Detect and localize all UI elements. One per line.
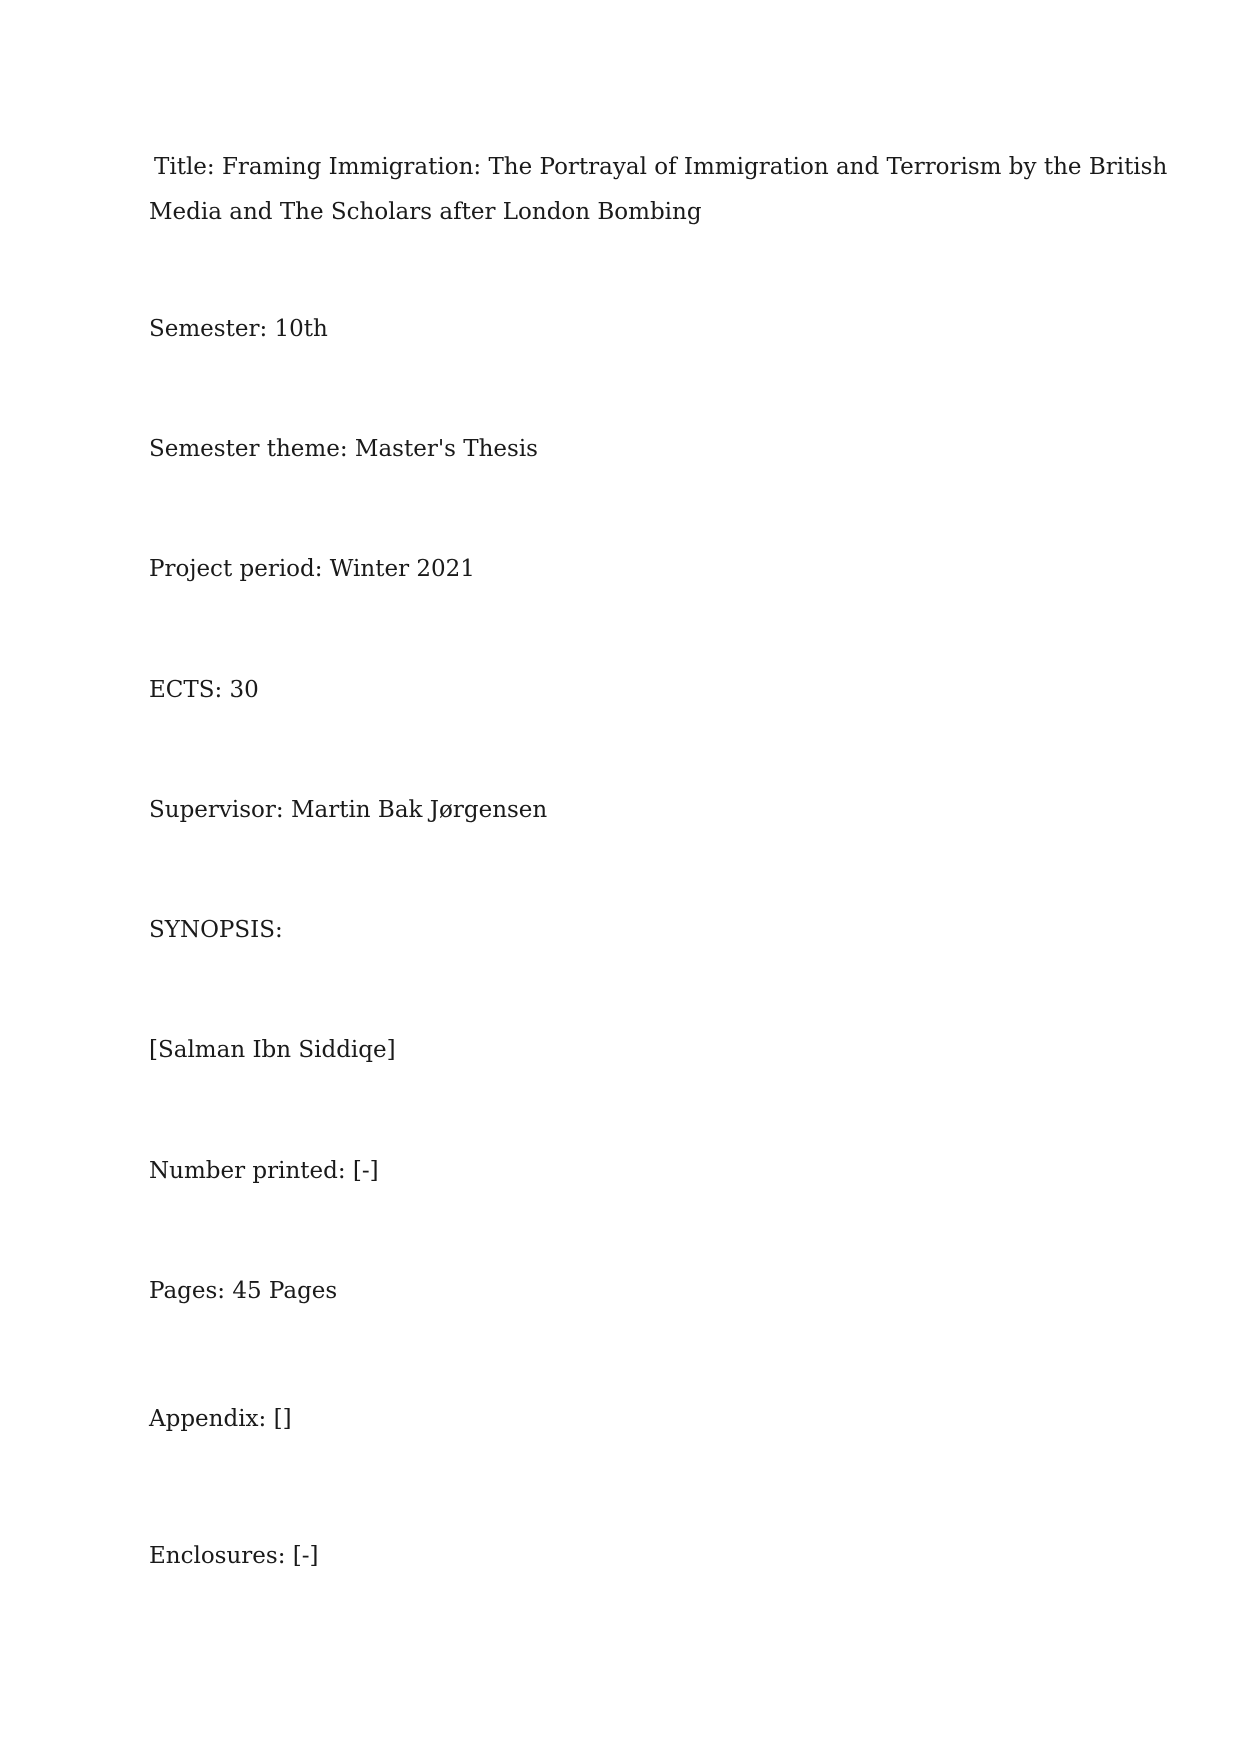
ects-field: ECTS: 30 (149, 677, 259, 703)
project-period-field: Project period: Winter 2021 (149, 556, 475, 582)
author-name: [Salman Ibn Siddiqe] (149, 1037, 396, 1063)
thesis-title-line-2: Media and The Scholars after London Bombing (149, 199, 702, 225)
appendix-field: Appendix: [] (149, 1406, 292, 1432)
number-printed-field: Number printed: [-] (149, 1158, 379, 1184)
semester-field: Semester: 10th (149, 316, 328, 342)
supervisor-field: Supervisor: Martin Bak Jørgensen (149, 797, 548, 823)
thesis-title-line-1: Title: Framing Immigration: The Portrayal of Immigration and Terrorism by the British (154, 154, 1168, 180)
synopsis-heading: SYNOPSIS: (149, 917, 283, 943)
semester-theme-field: Semester theme: Master's Thesis (149, 436, 538, 462)
pages-field: Pages: 45 Pages (149, 1278, 338, 1304)
thesis-title (149, 145, 1168, 235)
enclosures-field: Enclosures: [-] (149, 1543, 319, 1569)
